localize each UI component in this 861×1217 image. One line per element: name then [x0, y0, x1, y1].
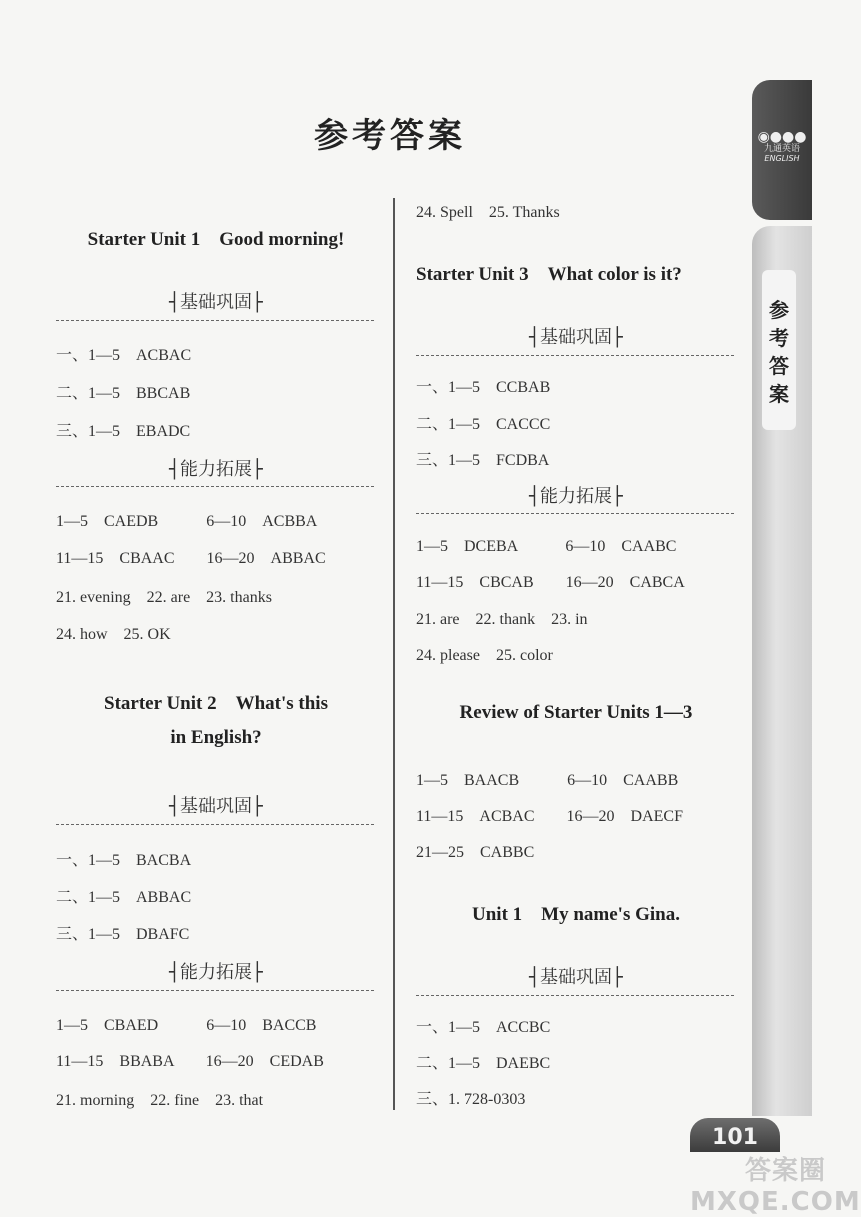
answer-line: 二、1—5 BBCAB — [56, 385, 191, 402]
logo-text-en: ENGLISH — [764, 154, 800, 164]
logo-icon: ◉●●● — [757, 129, 807, 145]
unit-title-cont: in English? — [170, 727, 262, 748]
section-heading-extension: ┤能力拓展├ — [169, 962, 263, 983]
answer-line: 21. evening 22. are 23. thanks — [56, 589, 272, 606]
answer-line: 一、1—5 ACCBC — [416, 1019, 551, 1036]
unit-title: Starter Unit 2 What's this — [104, 693, 328, 714]
answer-line: 1—5 BAACB 6—10 CAABB — [416, 772, 679, 789]
unit-title: Starter Unit 1 Good morning! — [87, 229, 345, 250]
answer-line: 三、1—5 EBADC — [56, 423, 191, 440]
watermark: 答案圈 MXQE.COM — [690, 1156, 861, 1217]
side-label: 参考答案 — [769, 298, 789, 406]
answer-line: 11—15 CBAAC 16—20 ABBAC — [56, 550, 326, 567]
section-heading-extension: ┤能力拓展├ — [169, 459, 263, 480]
section-heading-basic: ┤基础巩固├ — [169, 292, 263, 313]
answer-line: 11—15 CBCAB 16—20 CABCA — [416, 574, 685, 591]
answer-line: 二、1—5 ABBAC — [56, 889, 192, 906]
answer-line: 1—5 DCEBA 6—10 CAABC — [416, 538, 677, 555]
answer-line: 1—5 CBAED 6—10 BACCB — [56, 1017, 317, 1034]
unit-title: Review of Starter Units 1—3 — [459, 702, 693, 723]
page-title: 参考答案 — [314, 116, 466, 156]
section-heading-basic: ┤基础巩固├ — [529, 327, 623, 348]
dashed-divider — [416, 995, 734, 996]
unit-title: Unit 1 My name's Gina. — [472, 904, 680, 925]
answer-line: 三、1. 728-0303 — [416, 1091, 526, 1108]
section-heading-extension: ┤能力拓展├ — [529, 486, 623, 507]
section-heading-basic: ┤基础巩固├ — [169, 796, 263, 817]
answer-line: 21. morning 22. fine 23. that — [56, 1092, 264, 1109]
dashed-divider — [56, 824, 374, 825]
answer-line: 24. please 25. color — [416, 647, 553, 664]
answer-line: 一、1—5 BACBA — [56, 852, 192, 869]
answer-line: 21. are 22. thank 23. in — [416, 611, 588, 628]
answer-line: 11—15 ACBAC 16—20 DAECF — [416, 808, 683, 825]
answer-line: 一、1—5 CCBAB — [416, 379, 551, 396]
dashed-divider — [416, 513, 734, 514]
answer-line: 1—5 CAEDB 6—10 ACBBA — [56, 513, 318, 530]
answer-line: 一、1—5 ACBAC — [56, 347, 192, 364]
unit-title: Starter Unit 3 What color is it? — [416, 264, 682, 285]
answer-line: 三、1—5 DBAFC — [56, 926, 190, 943]
answer-line: 二、1—5 CACCC — [416, 416, 551, 433]
answer-line: 24. Spell 25. Thanks — [416, 204, 560, 221]
dashed-divider — [56, 486, 374, 487]
dashed-divider — [56, 320, 374, 321]
logo-text-cn: 九通英语 — [763, 144, 800, 155]
brand-logo — [756, 129, 808, 164]
answer-line: 二、1—5 DAEBC — [416, 1055, 551, 1072]
column-divider — [393, 198, 395, 1110]
section-heading-basic: ┤基础巩固├ — [529, 967, 623, 988]
page-number: 101 — [690, 1118, 780, 1152]
dashed-divider — [416, 355, 734, 356]
answer-line: 24. how 25. OK — [56, 626, 171, 643]
answer-line: 三、1—5 FCDBA — [416, 452, 550, 469]
answer-line: 21—25 CABBC — [416, 844, 535, 861]
answer-line: 11—15 BBABA 16—20 CEDAB — [56, 1053, 324, 1070]
dashed-divider — [56, 990, 374, 991]
